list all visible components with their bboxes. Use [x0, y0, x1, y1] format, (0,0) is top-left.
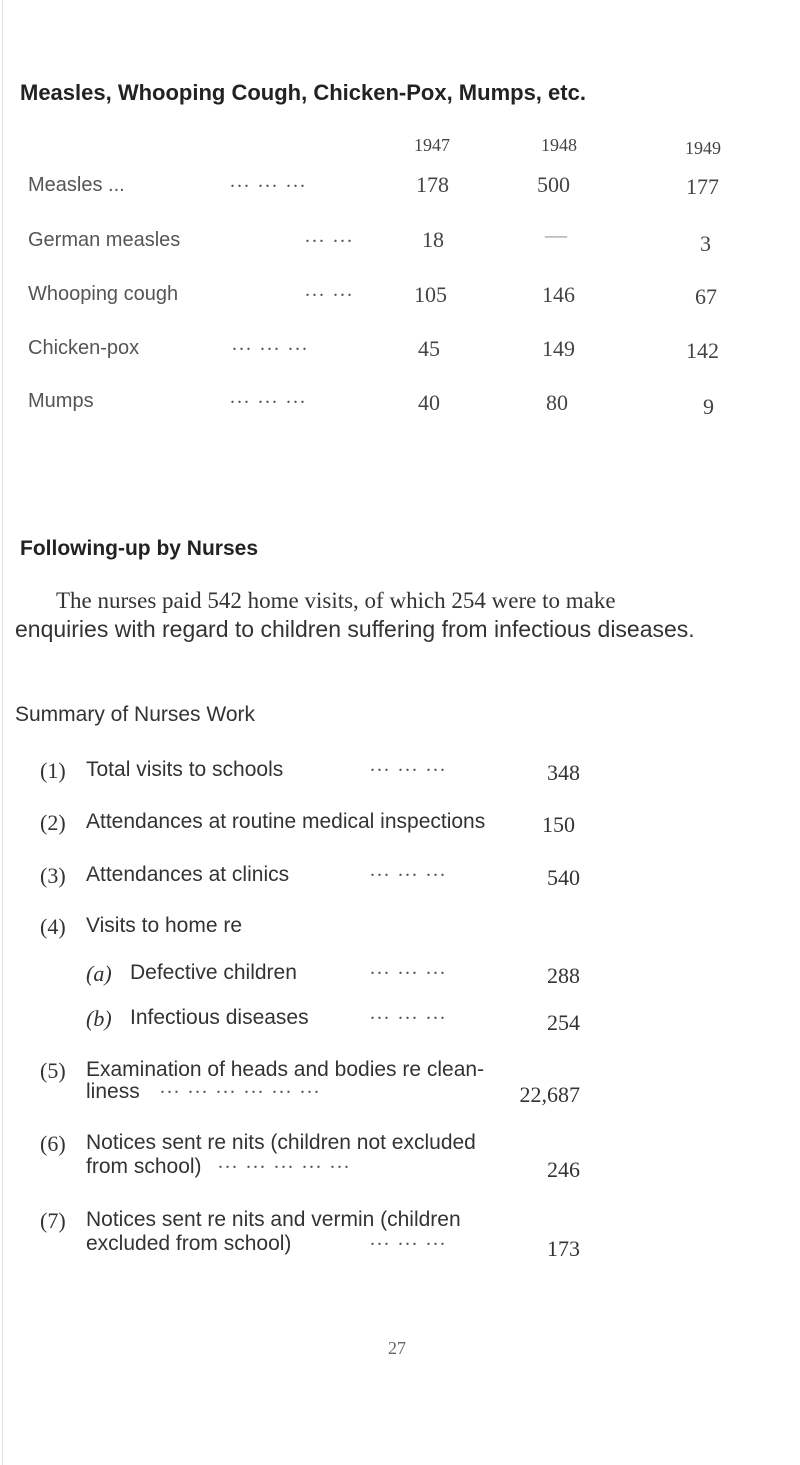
year-1949: 1949: [685, 138, 721, 158]
year-1948: 1948: [541, 135, 577, 155]
value-german-measles-1949: 3: [700, 231, 711, 256]
row-dots: ... ... ...: [232, 333, 309, 355]
year-1947: 1947: [414, 135, 450, 155]
summary-item-label: Infectious diseases: [130, 1006, 309, 1029]
summary-item-number: (2): [40, 810, 66, 835]
following-up-line-2: enquiries with regard to children suffering from infectious diseases.: [15, 616, 695, 642]
row-label-mumps: Mumps: [28, 390, 94, 412]
value-whooping-cough-1949: 67: [695, 284, 717, 309]
summary-item-label: Notices sent re nits (children not excluded: [86, 1131, 476, 1154]
summary-item-value: 540: [547, 865, 580, 890]
value-chicken-pox-1948: 149: [542, 336, 575, 361]
row-dots: ... ...: [305, 225, 354, 247]
following-up-title: Following-up by Nurses: [20, 537, 259, 560]
summary-item-number: (4): [40, 914, 66, 939]
row-dots: ... ...: [305, 279, 354, 301]
row-label-german-measles: German measles: [28, 229, 181, 251]
summary-item-label-cont: liness: [86, 1080, 140, 1103]
summary-item-dots: ... ... ... ... ...: [218, 1151, 351, 1173]
summary-item-dots: ... ... ...: [370, 1228, 447, 1250]
summary-subitem-letter: (b): [86, 1006, 112, 1031]
value-mumps-1948: 80: [546, 390, 568, 415]
row-label-whooping-cough: Whooping cough: [28, 283, 179, 305]
row-label-chicken-pox: Chicken-pox: [28, 337, 140, 359]
value-measles-1947: 178: [416, 172, 449, 197]
value-chicken-pox-1949: 142: [686, 338, 719, 363]
value-german-measles-1948: —: [545, 222, 567, 247]
summary-item-label: Examination of heads and bodies re clean-: [86, 1058, 485, 1081]
summary-subitem-letter: (a): [86, 961, 112, 986]
summary-item-number: (6): [40, 1131, 66, 1156]
page-number: 27: [388, 1338, 406, 1358]
summary-item-dots: ... ... ...: [370, 957, 447, 979]
summary-item-number: (5): [40, 1058, 66, 1083]
value-chicken-pox-1947: 45: [418, 336, 440, 361]
summary-item-number: (7): [40, 1208, 66, 1233]
measles-section-title: Measles, Whooping Cough, Chicken-Pox, Mumps, etc.: [20, 80, 586, 105]
summary-item-number: (1): [40, 758, 66, 783]
summary-item-value: 348: [547, 760, 580, 785]
summary-item-value: 173: [547, 1236, 580, 1261]
summary-item-dots: ... ... ... ... ... ...: [160, 1076, 321, 1098]
summary-item-dots: ... ... ...: [370, 859, 447, 881]
row-dots: ... ... ...: [230, 386, 307, 408]
summary-item-value: 22,687: [519, 1082, 580, 1107]
value-mumps-1949: 9: [703, 394, 714, 419]
summary-item-label: Visits to home re: [86, 914, 243, 937]
summary-item-value: 288: [547, 963, 580, 988]
summary-item-value: 254: [547, 1010, 580, 1035]
value-measles-1948: 500: [537, 172, 570, 197]
value-german-measles-1947: 18: [422, 227, 444, 252]
summary-item-label: Notices sent re nits and vermin (children: [86, 1208, 461, 1231]
summary-item-label: Total visits to schools: [86, 758, 284, 781]
following-up-line-1: The nurses paid 542 home visits, of which 254 were to make: [56, 588, 616, 613]
summary-item-label-cont: excluded from school): [86, 1232, 292, 1255]
value-whooping-cough-1947: 105: [414, 282, 447, 307]
summary-item-label: Defective children: [130, 961, 297, 984]
summary-item-value: 246: [547, 1157, 580, 1182]
value-measles-1949: 177: [686, 174, 719, 199]
summary-item-dots: ... ... ...: [370, 754, 447, 776]
summary-item-value: 150: [542, 812, 575, 837]
summary-title: Summary of Nurses Work: [15, 703, 255, 726]
value-whooping-cough-1948: 146: [542, 282, 575, 307]
summary-item-label-cont: from school): [86, 1155, 202, 1178]
row-dots: ... ... ...: [230, 170, 307, 192]
page-edge: [2, 0, 3, 1465]
summary-item-label: Attendances at clinics: [86, 863, 290, 886]
row-label-measles: Measles ...: [28, 174, 125, 196]
value-mumps-1947: 40: [418, 390, 440, 415]
summary-item-dots: ... ... ...: [370, 1002, 447, 1024]
summary-item-label: Attendances at routine medical inspections: [86, 810, 486, 833]
summary-item-number: (3): [40, 863, 66, 888]
